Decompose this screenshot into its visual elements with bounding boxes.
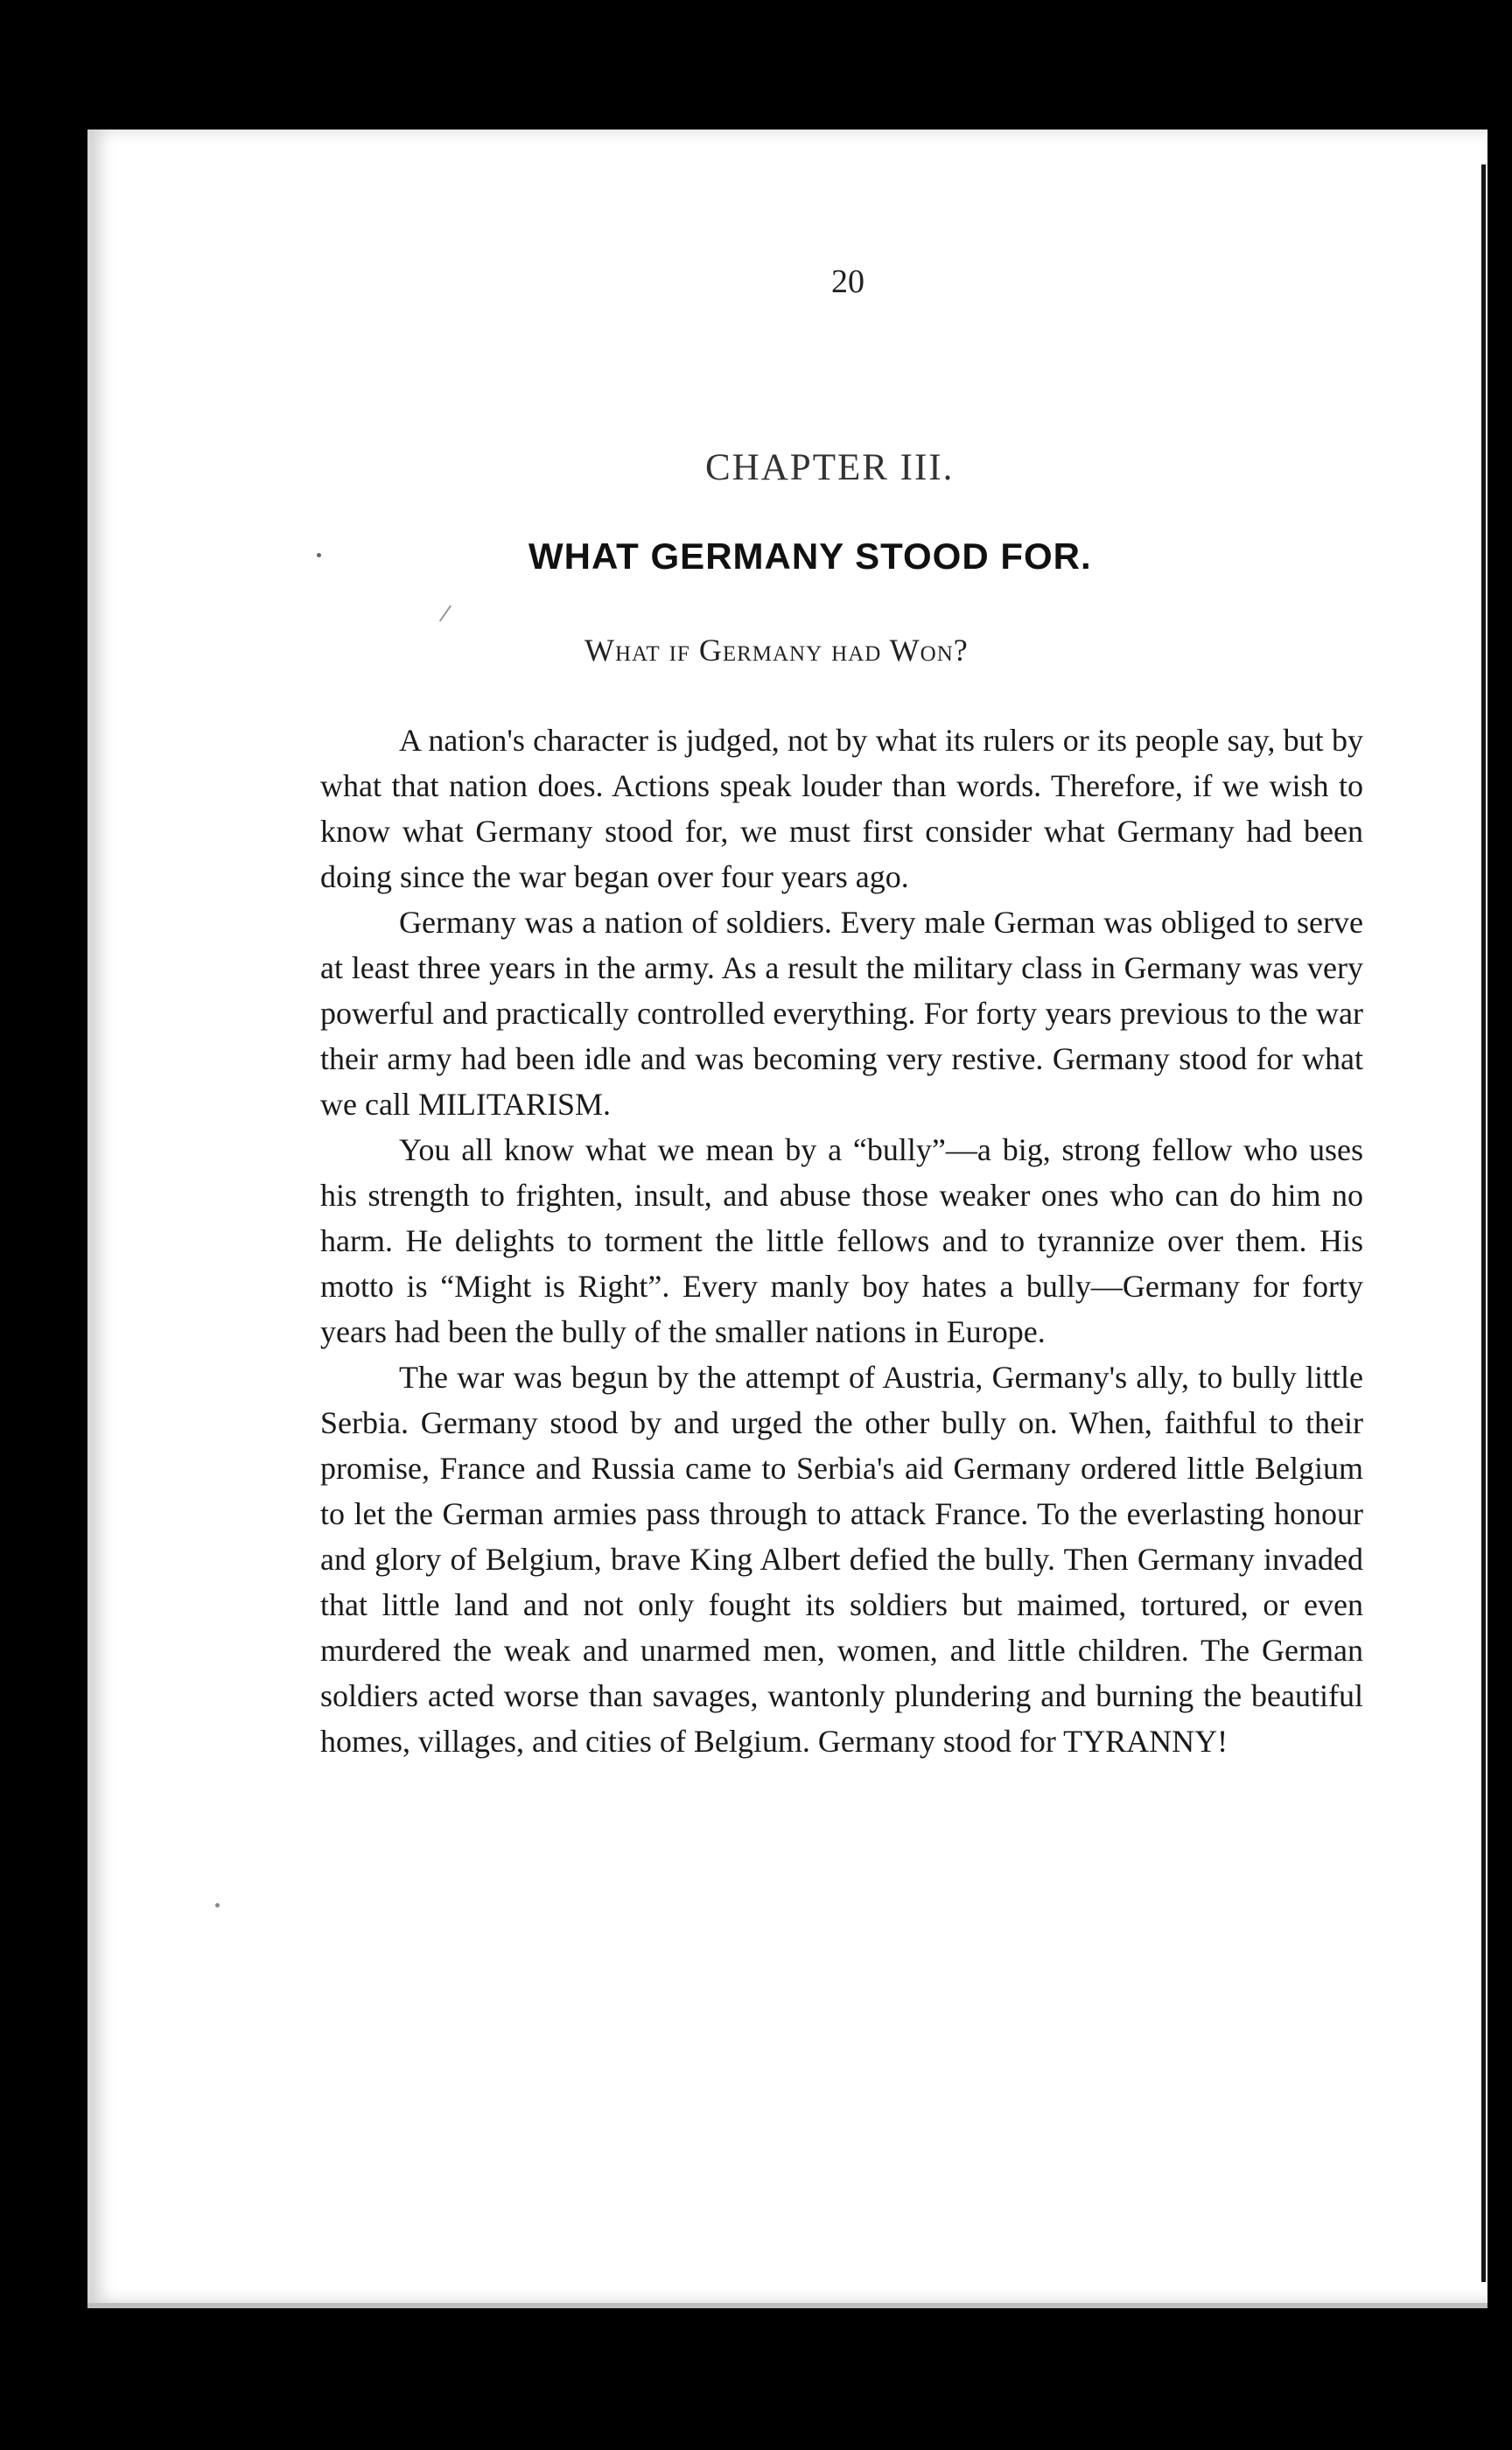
body-text <box>320 718 1363 1764</box>
chapter-label: CHAPTER III. <box>705 447 955 488</box>
chapter-subtitle: What if Germany had Won? <box>584 633 969 668</box>
paragraph: A nation's character is judged, not by what its rulers or its people say, but by what that nation does. Actions speak louder than words. Therefore, if we wish to know what Germany stood for, we must first consider what Germany had been doing since the war began over four years ago. <box>320 723 1363 894</box>
chapter-title: WHAT GERMANY STOOD FOR. <box>528 536 1092 577</box>
speck-mark <box>215 1903 220 1908</box>
speck-mark <box>317 553 321 557</box>
paragraph: You all know what we mean by a “bully”—a big, strong fellow who uses his strength to frighten, insult, and abuse those weaker ones who can do him no harm. He delights to torment the little fellows and to tyrannize over them. His motto is “Might is Right”. Every manly boy hates a bully—Germany for forty years had been the bully of the smaller nations in Europe. <box>320 1132 1363 1349</box>
paragraph: Germany was a nation of soldiers. Every male German was obliged to serve at least three years in the army. As a result the military class in Germany was very powerful and practically controlled everything. For forty years previous to the war their army had been idle and was becoming very restive. Germany stood for what we call MILITARISM. <box>320 905 1363 1122</box>
page-number: 20 <box>831 263 864 300</box>
paragraph: The war was begun by the attempt of Austria, Germany's ally, to bully little Serbia. Germany stood by and urged the other bully on. When, faithful to their promise, France and Russia came to Serbia's aid Germany ordered little Belgium to let the German armies pass through to attack France. To the everlasting honour and glory of Belgium, brave King Albert defied the bully. Then Germany invaded that little land and not only fought its soldiers but maimed, tortured, or even murdered the weak and unarmed men, women, and little children. The German soldiers acted worse than savages, wantonly plundering and burning the beautiful homes, villages, and cities of Belgium. Germany stood for TYRANNY! <box>320 1360 1363 1759</box>
page-edge-line <box>1481 164 1486 2282</box>
page-bottom-edge <box>88 2303 1488 2308</box>
